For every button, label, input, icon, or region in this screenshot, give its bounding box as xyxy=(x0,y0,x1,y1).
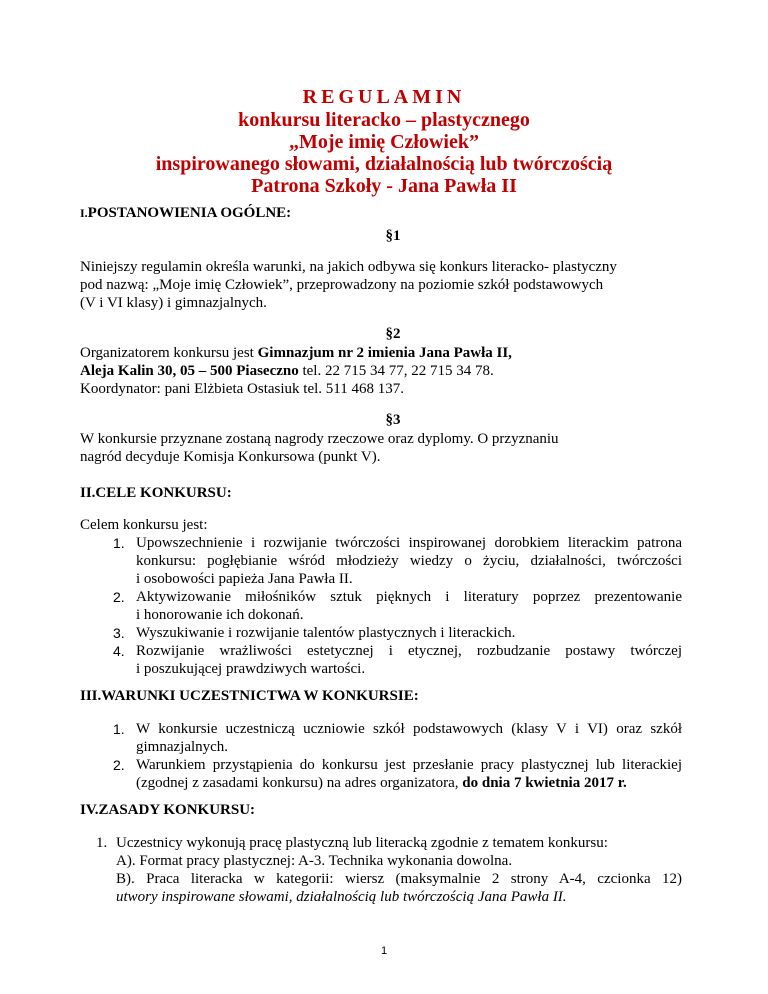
p2-phone: tel. 22 715 34 77, 22 715 34 78. xyxy=(298,363,494,379)
p1-line-3: (V i VI klasy) i gimnazjalnych. xyxy=(80,295,267,311)
goal-1-line-1: Upowszechnienie i rozwijanie twórczości inspirowanej dorobkiem literackim patrona xyxy=(136,535,682,551)
goal-4-line-2: i poszukującej prawdziwych wartości. xyxy=(136,661,366,677)
goal-3-line-1: Wyszukiwanie i rozwijanie talentów plastycznych i literackich. xyxy=(136,625,516,641)
goal-item-3 xyxy=(100,624,682,642)
paragraph-mark-1: §1 xyxy=(385,228,401,244)
goal-item-1 xyxy=(100,534,682,588)
paragraph-mark-3: §3 xyxy=(385,412,401,428)
condition-2-address-text: (zgodnej z zasadami konkursu) na adres organizatora, xyxy=(136,775,463,791)
paragraph-mark-2: §2 xyxy=(385,326,401,342)
condition-1-line-2: gimnazjalnych. xyxy=(136,739,229,755)
condition-2-line-1: Warunkiem przystąpienia do konkursu jest przesłanie pracy plastycznej lub literackiej xyxy=(136,757,682,773)
p2-organizer-label: Organizatorem konkursu jest xyxy=(80,345,258,361)
goal-number: 3. xyxy=(113,625,125,641)
goal-4-line-1: Rozwijanie wrażliwości estetycznej i etycznej, rozbudzanie postawy twórczej xyxy=(136,643,682,659)
p2-organizer-name: Gimnazjum nr 2 imienia Jana Pawła II, xyxy=(257,345,512,361)
p2-address: Aleja Kalin 30, 05 – 500 Piaseczno xyxy=(80,363,299,379)
condition-2-line-2 xyxy=(136,774,682,792)
goal-number: 4. xyxy=(113,643,125,659)
goal-number: 2. xyxy=(113,589,125,605)
goal-number: 1. xyxy=(113,535,125,551)
section-2-intro: Celem konkursu jest: xyxy=(80,517,208,533)
p2-line-2 xyxy=(80,362,494,380)
section-2-heading: II.CELE KONKURSU: xyxy=(80,485,232,501)
goal-2-line-1: Aktywizowanie miłośników sztuk pięknych i literatury poprzez prezentowanie xyxy=(136,589,682,605)
doc-subtitle-3: inspirowanego słowami, działalnością lub twórczością xyxy=(155,153,613,175)
rules-1-line-1: Uczestnicy wykonują pracę plastyczną lub literacką zgodnie z tematem konkursu: xyxy=(116,835,608,851)
rules-1-literary-italic: utwory inspirowane słowami, działalnością lub twórczością Jana Pawła II. xyxy=(116,889,567,905)
goal-item-2 xyxy=(100,588,682,624)
section-1-number: I. xyxy=(80,206,88,220)
rules-item-1 xyxy=(96,834,682,906)
p1-line-2: pod nazwą: „Moje imię Człowiek”, przeprowadzony na poziomie szkół podstawowych xyxy=(80,277,604,293)
doc-subtitle-4: Patrona Szkoły - Jana Pawła II xyxy=(251,175,517,197)
doc-title: REGULAMIN xyxy=(302,86,466,108)
condition-item-2 xyxy=(100,756,682,792)
goal-1-line-2: konkursu: pogłębianie wśród młodzieży wiedzy o życiu, działalności, twórczości xyxy=(136,553,682,569)
p2-coordinator: Koordynator: pani Elżbieta Ostasiuk tel. 511 468 137. xyxy=(80,381,404,397)
section-4-heading: IV.ZASADY KONKURSU: xyxy=(80,802,256,818)
doc-subtitle-2: „Moje imię Człowiek” xyxy=(289,131,479,153)
condition-1-line-1: W konkursie uczestniczą uczniowie szkół podstawowych (klasy V i VI) oraz szkół xyxy=(136,721,682,737)
rules-1-format: A). Format pracy plastycznej: A-3. Technika wykonania dowolna. xyxy=(116,853,513,869)
section-3-heading: III.WARUNKI UCZESTNICTWA W KONKURSIE: xyxy=(80,688,419,704)
p2-line-1 xyxy=(80,344,512,362)
goals-list xyxy=(100,534,682,678)
condition-number: 1. xyxy=(113,721,125,737)
goal-1-line-3: i osobowości papieża Jana Pawła II. xyxy=(136,571,353,587)
doc-subtitle-1: konkursu literacko – plastycznego xyxy=(238,109,530,131)
p3-line-1: W konkursie przyznane zostaną nagrody rzeczowe oraz dyplomy. O przyznaniu xyxy=(80,431,559,447)
rules-1-literary: B). Praca literacka w kategorii: wiersz (maksymalnie 2 strony A-4, czcionka 12) xyxy=(116,871,682,887)
conditions-list xyxy=(100,720,682,792)
page-number: 1 xyxy=(380,945,388,957)
goal-2-line-2: i honorowanie ich dokonań. xyxy=(136,607,304,623)
condition-item-1 xyxy=(100,720,682,756)
goal-item-4 xyxy=(100,642,682,678)
submission-deadline: do dnia 7 kwietnia 2017 r. xyxy=(462,775,627,791)
section-1-heading xyxy=(80,205,291,222)
section-1-title: POSTANOWIENIA OGÓLNE: xyxy=(87,205,292,221)
p3-line-2: nagród decyduje Komisja Konkursowa (punkt V). xyxy=(80,449,381,465)
rules-number: 1. xyxy=(96,835,108,851)
condition-number: 2. xyxy=(113,757,125,773)
p1-line-1: Niniejszy regulamin określa warunki, na jakich odbywa się konkurs literacko- plastyczny xyxy=(80,259,617,275)
